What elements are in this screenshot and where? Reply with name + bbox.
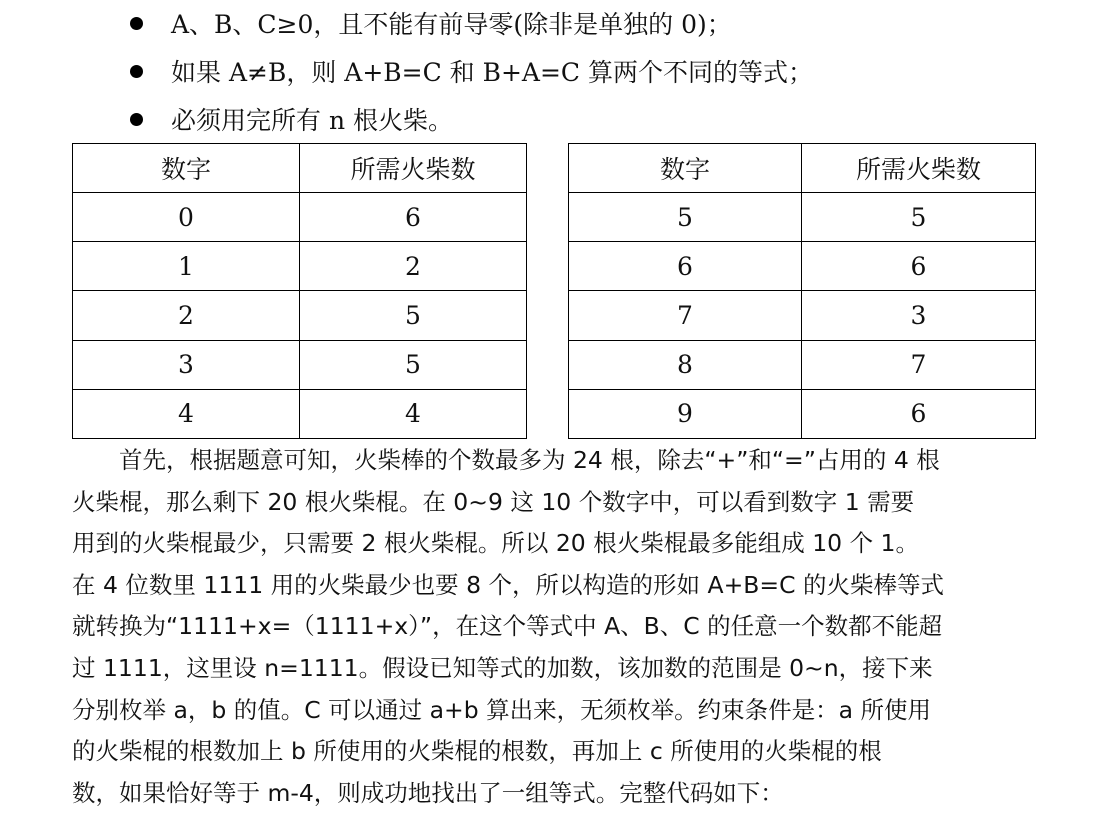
header-digit: 数字 [569,144,802,193]
table-row [569,340,1036,389]
table-right [568,143,1036,439]
rule-item [130,99,453,139]
table-row [73,193,527,242]
explanation-paragraph [72,440,1038,814]
matchstick-count-table [72,143,1035,439]
digit-cell: 3 [73,340,300,389]
table-row [73,340,527,389]
digit-cell: 1 [73,242,300,291]
paragraph-line: 的火柴棍的根数加上 b 所使用的火柴棍的根数，再加上 c 所使用的火柴棍的根 [72,737,882,766]
table-row [73,242,527,291]
matches-cell: 6 [802,242,1036,291]
paragraph-line: 数，如果恰好等于 m-4，则成功地找出了一组等式。完整代码如下： [72,778,784,807]
paragraph-line: 在 4 位数里 1111 用的火柴最少也要 8 个，所以构造的形如 A+B=C 的火柴棒等式 [72,570,944,599]
digit-cell: 4 [73,389,300,438]
rule-item [130,3,732,43]
header-matches: 所需火柴数 [300,144,527,193]
bullet-dot-icon [130,65,143,78]
matches-cell: 5 [300,291,527,340]
paragraph-line: 分别枚举 a，b 的值。C 可以通过 a+b 算出来，无须枚举。约束条件是：a 所使用 [72,695,931,724]
header-digit: 数字 [73,144,300,193]
rule-text: 必须用完所有 n 根火柴。 [171,106,453,135]
header-matches: 所需火柴数 [802,144,1036,193]
table-row [569,291,1036,340]
table-row [569,193,1036,242]
matches-cell: 3 [802,291,1036,340]
paragraph-line: 过 1111，这里设 n=1111。假设已知等式的加数，该加数的范围是 0~n，接下来 [72,653,933,682]
digit-cell: 2 [73,291,300,340]
matches-cell: 6 [802,389,1036,438]
digit-cell: 0 [73,193,300,242]
digit-cell: 9 [569,389,802,438]
paragraph-line: 首先，根据题意可知，火柴棒的个数最多为 24 根，除去“+”和“=”占用的 4 根 [119,446,940,474]
paragraph-line: 火柴棍，那么剩下 20 根火柴棍。在 0~9 这 10 个数字中，可以看到数字 1 需要 [72,487,915,516]
table-row [569,389,1036,438]
bullet-dot-icon [130,113,143,126]
table-row [73,389,527,438]
table-left [72,143,527,439]
matches-cell: 4 [300,389,527,438]
matches-cell: 5 [802,193,1036,242]
matches-cell: 6 [300,193,527,242]
table-row [73,291,527,340]
paragraph-line: 用到的火柴棍最少，只需要 2 根火柴棍。所以 20 根火柴棍最多能组成 10 个 1。 [72,529,919,558]
rule-item [130,51,813,91]
digit-cell: 5 [569,193,802,242]
matches-cell: 7 [802,340,1036,389]
rule-text: A、B、C≥0，且不能有前导零(除非是单独的 0)； [171,10,732,39]
table-header-row [569,144,1036,193]
table-row [569,242,1036,291]
bullet-dot-icon [130,17,143,30]
matches-cell: 2 [300,242,527,291]
table-header-row [73,144,527,193]
digit-cell: 8 [569,340,802,389]
paragraph-line: 就转换为“1111+x=（1111+x）”，在这个等式中 A、B、C 的任意一个数都不能超 [72,612,943,641]
matches-cell: 5 [300,340,527,389]
rule-text: 如果 A≠B，则 A+B=C 和 B+A=C 算两个不同的等式； [171,58,814,87]
digit-cell: 7 [569,291,802,340]
digit-cell: 6 [569,242,802,291]
